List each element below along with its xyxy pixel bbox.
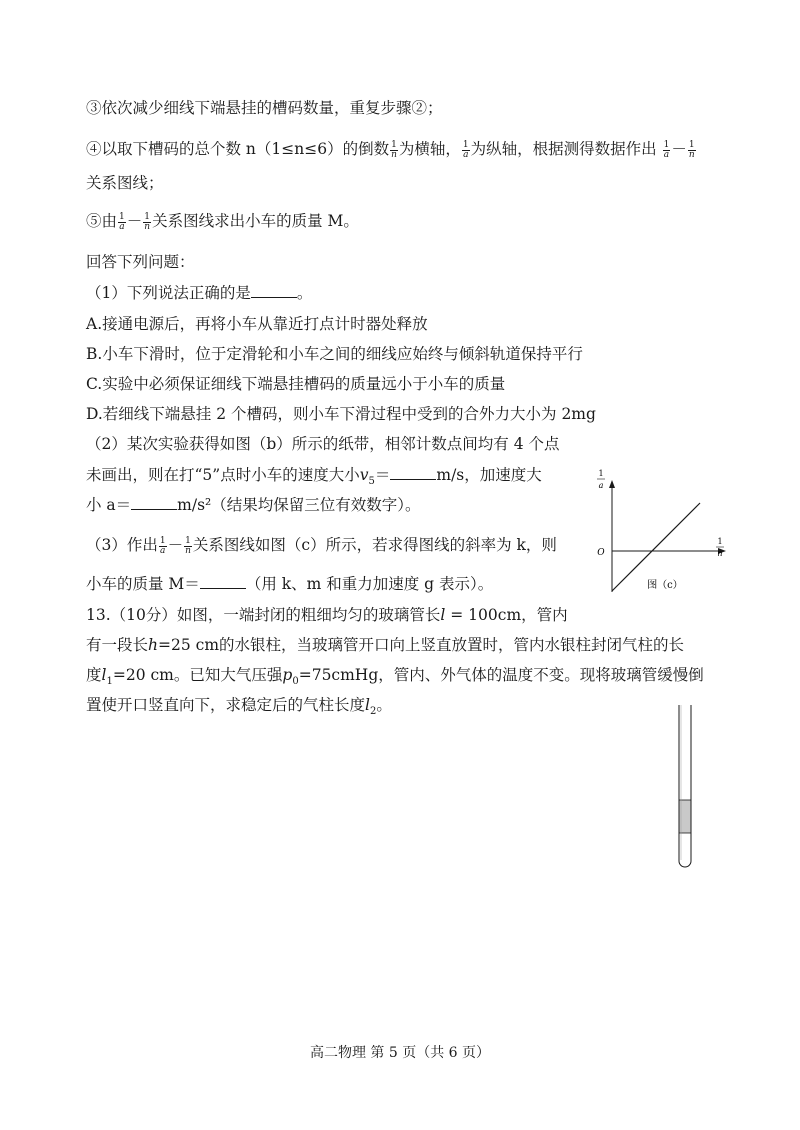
x-axis-label-den: n bbox=[717, 549, 723, 558]
problem-13: 13.（10分）如图，一端封闭的粗细均匀的玻璃管长l = 100cm，管内 bbox=[86, 606, 568, 624]
question-2-cont: 未画出，则在打“5”点时小车的速度大小$v_5= m/s$，加速度大 bbox=[86, 466, 542, 488]
step-4-cont: 关系图线； bbox=[86, 174, 164, 192]
step-3: ③依次减少细线下端悬挂的槽码数量，重复步骤②； bbox=[86, 99, 443, 117]
answer-blank bbox=[251, 283, 297, 298]
question-3: （3）作出 $\frac{1}{a}$ － $\frac{1}{n}$ 关系图线如图（c）所示，若求得图线的斜率为 k，则 bbox=[86, 535, 557, 556]
step-5: ⑤由 $\frac{1}{a}$ － $\frac{1}{n}$ 关系图线求出小车的质量 M。 bbox=[86, 211, 359, 232]
question-1: （1）下列说法正确的是 。 bbox=[86, 284, 313, 302]
answer-prompt: 回答下列问题： bbox=[86, 253, 195, 271]
y-axis-label-den: a bbox=[598, 481, 604, 490]
option-a: A.接通电源后，再将小车从靠近打点计时器处释放 bbox=[86, 315, 428, 333]
figure-caption: 图（c） bbox=[647, 580, 683, 591]
glass-tube-figure bbox=[670, 703, 700, 873]
fraction-1-over-a: $\frac{1}{a}$ bbox=[462, 139, 469, 160]
question-2-cont2: 小 a＝ m/s²（结果均保留三位有效数字）。 bbox=[86, 496, 421, 514]
answer-blank bbox=[200, 574, 246, 589]
option-b: B.小车下滑时，位于定滑轮和小车之间的细线应始终与倾斜轨道保持平行 bbox=[86, 345, 583, 363]
y-axis-arrow bbox=[609, 480, 615, 488]
problem-13-cont: 有一段长h=25 cm的水银柱，当玻璃管开口向上竖直放置时，管内水银柱封闭气柱的长 bbox=[86, 636, 685, 654]
fraction-1-over-n: $\frac{1}{n}$ bbox=[391, 139, 397, 160]
problem-13-cont3: 置使开口竖直向下，求稳定后的气柱长度$l_2$。 bbox=[86, 696, 392, 718]
question-2: （2）某次实验获得如图（b）所示的纸带，相邻计数点间均有 4 个点 bbox=[86, 435, 560, 453]
fraction-1-over-a: $\frac{1}{a}$ bbox=[663, 139, 670, 160]
figure-c-graph bbox=[590, 462, 730, 602]
fraction-1-over-a: $\frac{1}{a}$ bbox=[159, 535, 166, 556]
fraction-1-over-a: $\frac{1}{a}$ bbox=[119, 211, 125, 232]
problem-13-cont2: 度$l_1=20$ cm。已知大气压强$p_0=75cmHg$，管内、外气体的温度不变。现将玻璃管缓慢倒 bbox=[86, 666, 704, 688]
y-axis-label-num: 1 bbox=[598, 469, 604, 478]
fraction-1-over-n: $\frac{1}{n}$ bbox=[144, 211, 151, 232]
x-axis-label-num: 1 bbox=[717, 537, 723, 546]
option-d: D.若细线下端悬挂 2 个槽码，则小车下滑过程中受到的合外力大小为 2mg bbox=[86, 405, 596, 423]
answer-blank bbox=[131, 495, 177, 510]
fraction-1-over-n: $\frac{1}{n}$ bbox=[185, 535, 191, 556]
step-4: ④以取下槽码的总个数 n（1≤n≤6）的倒数 $\frac{1}{n}$ 为横轴， $\frac{1}{a}$ 为纵轴，根据测得数据作出 $\frac{1}{a}$ － $\frac{1}{n}$ bbox=[86, 139, 695, 160]
option-c: C.实验中必须保证细线下端悬挂槽码的质量远小于小车的质量 bbox=[86, 375, 506, 393]
question-3-cont: 小车的质量 M＝ （用 k、m 和重力加速度 g 表示）。 bbox=[86, 575, 494, 593]
graph-line bbox=[612, 503, 700, 591]
origin-label: O bbox=[597, 548, 605, 558]
answer-blank bbox=[390, 465, 436, 480]
fraction-1-over-n: $\frac{1}{n}$ bbox=[688, 139, 695, 160]
page-footer: 高二物理 第 5 页（共 6 页） bbox=[309, 1045, 491, 1061]
